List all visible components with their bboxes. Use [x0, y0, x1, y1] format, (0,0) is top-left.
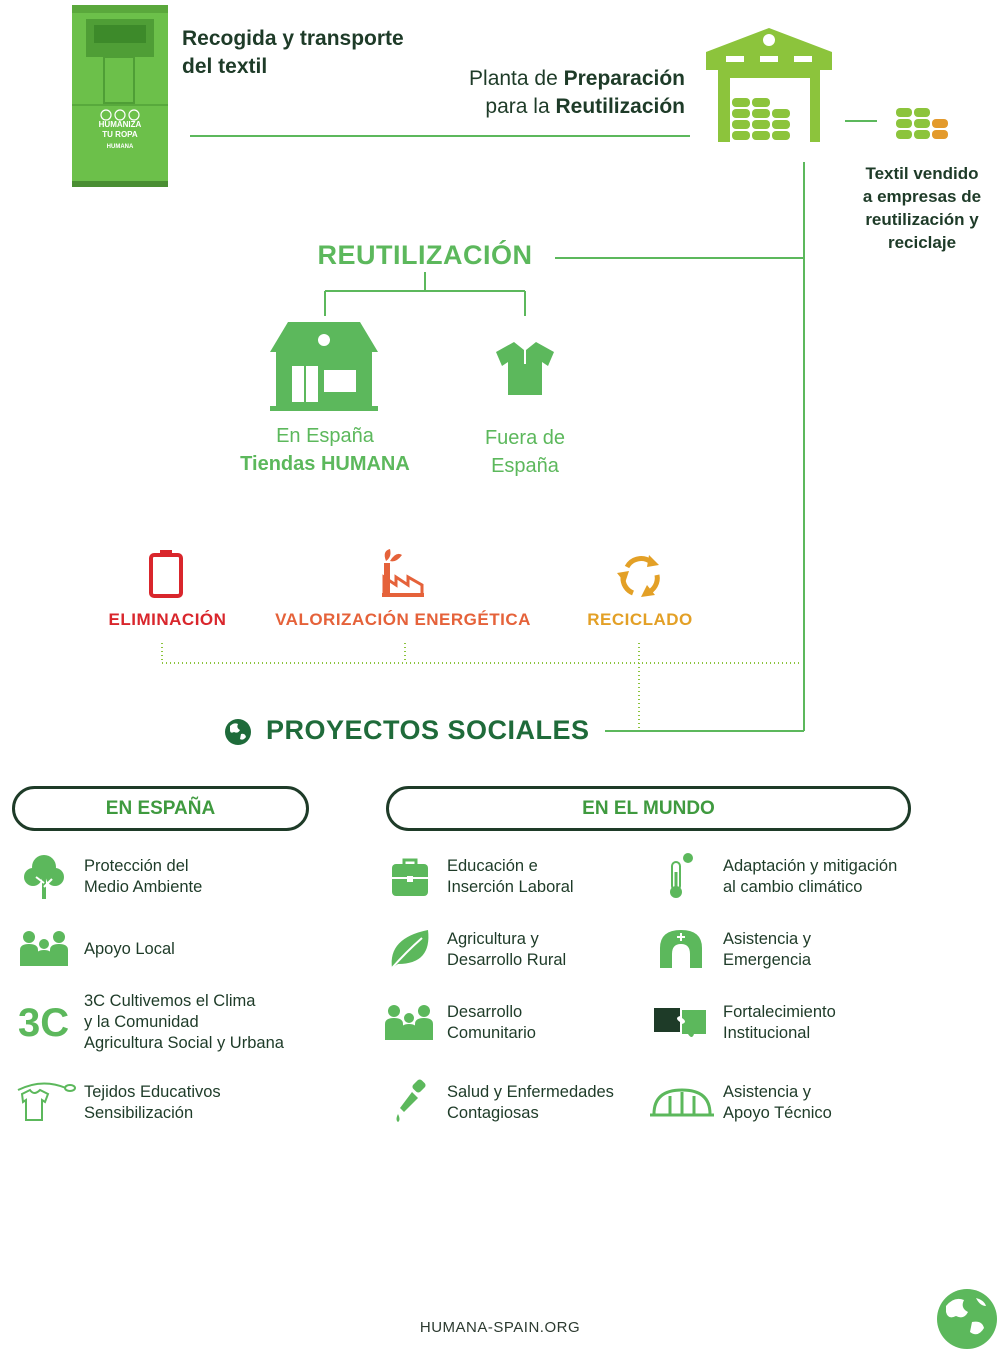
spain-item-education: Tejidos Educativos Sensibilización: [84, 1083, 221, 1122]
world-item-institutional: Fortalecimiento Institucional: [723, 1003, 836, 1042]
collection-container: [70, 5, 170, 187]
shirt-icon: [494, 340, 556, 396]
spain-pill: EN ESPAÑA: [12, 786, 309, 831]
plant-line1-b: Preparación: [563, 67, 685, 90]
energy-label: VALORIZACIÓN ENERGÉTICA: [275, 610, 531, 629]
svg-text:3C: 3C: [18, 1001, 70, 1040]
world-item-community: Desarrollo Comunitario: [447, 1003, 536, 1042]
world-item-agriculture: Agricultura y Desarrollo Rural: [447, 930, 567, 969]
reuse-spain-line1: En España: [276, 425, 374, 447]
reuse-title: REUTILIZACIÓN: [317, 240, 533, 270]
sold-line4: reciclaje: [887, 233, 957, 252]
textile-bales-icon: [896, 107, 950, 143]
container-line2: TU ROPA: [102, 130, 138, 139]
elimination-label: ELIMINACIÓN: [108, 610, 227, 629]
collection-line1: Recogida y transporte: [182, 27, 404, 50]
shop-icon: [268, 320, 380, 412]
container-line1: HUMANIZA: [98, 120, 142, 129]
sold-line1: Textil vendido: [865, 164, 979, 183]
reuse-abroad-line2: España: [491, 455, 559, 477]
globe-icon: [224, 718, 252, 746]
recycle-icon: [617, 553, 663, 599]
recycling-label: RECICLADO: [587, 610, 693, 629]
reuse-abroad-line1: Fuera de: [484, 427, 566, 449]
spain-item-3c: 3C Cultivemos el Clima y la Comunidad Agricultura Social y Urbana: [84, 992, 284, 1052]
collection-line2: del textil: [182, 55, 268, 78]
plant-line2-a: para la: [485, 95, 556, 118]
collection-title: [182, 25, 442, 81]
reuse-abroad-label: [450, 424, 600, 480]
sold-textile-text: [852, 162, 992, 254]
plant-line2-b: Reutilización: [555, 95, 685, 118]
bridge-icon: [650, 1086, 714, 1118]
battery-icon: [148, 550, 184, 598]
leaf-icon: [388, 928, 432, 970]
tent-icon: [658, 928, 704, 968]
social-projects-title: PROYECTOS SOCIALES: [266, 715, 590, 745]
reuse-spain-line2: Tiendas HUMANA: [240, 453, 410, 475]
tshirt-hanger-icon: [12, 1080, 76, 1124]
people-icon: [20, 930, 68, 966]
world-pill: EN EL MUNDO: [386, 786, 911, 831]
footer-url[interactable]: HUMANA-SPAIN.ORG: [419, 1319, 581, 1336]
plant-line1-a: Planta de: [469, 67, 564, 90]
puzzle-icon: [654, 1006, 708, 1040]
dropper-icon: [392, 1078, 428, 1124]
spain-item-environment: Protección del Medio Ambiente: [84, 857, 203, 896]
world-item-technical: Asistencia y Apoyo Técnico: [723, 1083, 832, 1122]
thermometer-icon: [666, 852, 696, 900]
container-brand: HUMANA: [106, 144, 134, 150]
container-label: [70, 120, 170, 152]
spain-item-local-support: Apoyo Local: [84, 940, 175, 958]
tree-icon: [22, 853, 66, 899]
plant-title: [420, 65, 685, 121]
factory-icon: [380, 547, 426, 599]
footer-globe-icon: [936, 1288, 998, 1350]
world-item-emergency: Asistencia y Emergencia: [723, 930, 812, 969]
sold-line3: reutilización y: [865, 210, 979, 229]
3c-icon: [18, 1000, 70, 1040]
reuse-spain-label: [210, 422, 440, 478]
warehouse-icon: [704, 26, 834, 144]
world-item-education: Educación e Inserción Laboral: [447, 857, 574, 896]
world-item-health: Salud y Enfermedades Contagiosas: [447, 1083, 614, 1122]
community-icon: [385, 1004, 433, 1040]
world-item-climate: Adaptación y mitigación al cambio climático: [723, 857, 898, 896]
sold-line2: a empresas de: [862, 187, 982, 206]
briefcase-icon: [392, 856, 428, 896]
